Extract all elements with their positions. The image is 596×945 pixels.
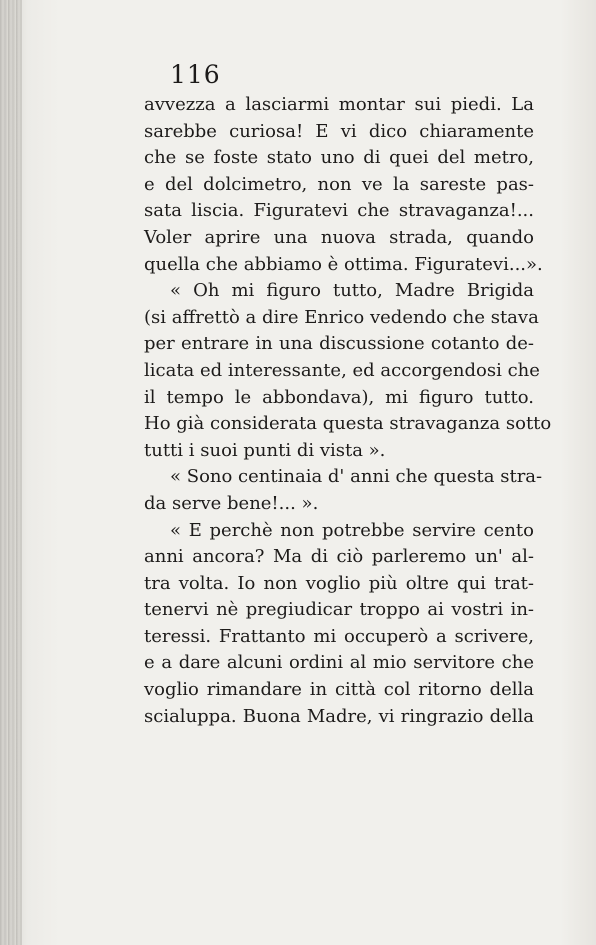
text-line: quella che abbiamo è ottima. Figuratevi...».: [144, 253, 543, 275]
text-line: tutti i suoi punti di vista ».: [144, 439, 386, 461]
text-line: « Oh mi figuro tutto, Madre Brigida: [170, 280, 534, 302]
text-line: teressi. Frattanto mi occuperò a scrivere,: [144, 625, 534, 647]
text-line: da serve bene!... ».: [144, 492, 319, 514]
text-line: voglio rimandare in città col ritorno della: [144, 679, 534, 701]
text-line: tenervi nè pregiudicar troppo ai vostri in-: [144, 599, 534, 621]
text-line: « E perchè non potrebbe servire cento: [170, 519, 534, 541]
text-line: scialuppa. Buona Madre, vi ringrazio della: [144, 705, 534, 727]
text-line: e a dare alcuni ordini al mio servitore che: [144, 652, 534, 674]
text-line: avvezza a lasciarmi montar sui piedi. La: [144, 94, 534, 115]
text-line: licata ed interessante, ed accorgendosi che: [144, 359, 540, 381]
text-line: e del dolcimetro, non ve la sareste pas-: [144, 173, 534, 195]
page-number: 116: [170, 60, 221, 89]
text-line: il tempo le abbondava), mi figuro tutto.: [144, 386, 534, 408]
text-line: Voler aprire una nuova strada, quando: [144, 226, 534, 248]
text-line: anni ancora? Ma di ciò parleremo un' al-: [144, 546, 534, 568]
text-line: sarebbe curiosa! E vi dico chiaramente: [144, 120, 534, 142]
text-line: che se foste stato uno di quei del metro,: [144, 147, 534, 169]
text-block: [144, 58, 552, 730]
text-line: (si affrettò a dire Enrico vedendo che stava: [144, 306, 539, 328]
book-spine-edge: [0, 0, 22, 945]
paragraph-lines: [144, 92, 552, 730]
text-line: « Sono centinaia d' anni che questa stra-: [170, 466, 543, 488]
text-line: sata liscia. Figuratevi che stravaganza!...: [144, 200, 534, 222]
text-line: Ho già considerata questa stravaganza sotto: [144, 413, 552, 435]
text-line: per entrare in una discussione cotanto de-: [144, 333, 534, 355]
text-line: tra volta. Io non voglio più oltre qui trat-: [144, 572, 534, 594]
